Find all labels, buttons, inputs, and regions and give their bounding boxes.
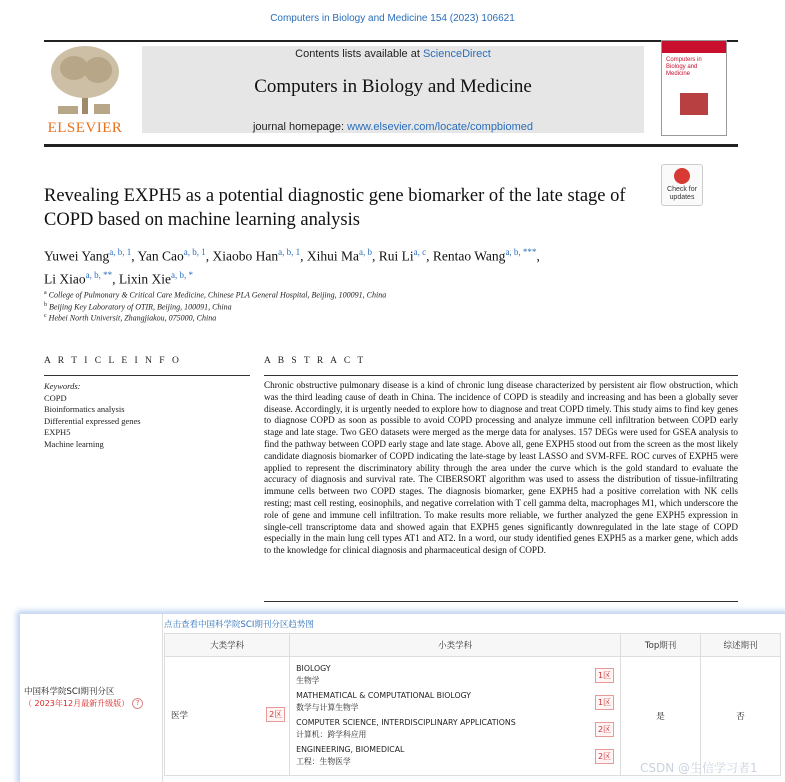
csdn-watermark: CSDN @生信学习者1	[640, 761, 758, 775]
zone-badge: 2区	[595, 749, 614, 764]
article-info-heading: A R T I C L E I N F O	[44, 356, 182, 366]
author-affiliation-mark[interactable]: a, b	[359, 247, 373, 257]
header-bottom-rule	[44, 144, 738, 147]
keyword: Differential expressed genes	[44, 415, 141, 426]
journal-title: Computers in Biology and Medicine	[254, 76, 532, 97]
list-item: COMPUTER SCIENCE, INTERDISCIPLINARY APPLICATIONS 计算机：跨学科应用 2区	[290, 716, 620, 743]
abstract-text: Chronic obstructive pulmonary disease is a kind of chronic lung disease characterized by persistent air flow obstruction, which was the third leading cause of death in China. The incidence of COPD is steadily and increasing and has been a globally sever disease. Accordingly, it is urgently needed to explore how to diagnose and treat COPD timely. This study aims to find key genes to diagnose COPD as soon as possible to avoid COPD processing and analyze immune cell infiltration between COPD early stage and late stage. Two GEO datasets were merged as the merge data for analyses. 157 DEGs were used for GSEA analysis to find the pathway between COPD early stage and late stage. Above all, gene EXPH5 stood out from the screen as the most likely candidate diagnosis biomarker of COPD indicating the late-stage by least LASSO and SVM-RFE. ROC curves of EXPH5 were applied to represent the discriminatory ability through the area under the curve which is the gold standard to evaluate the accuracy of diagnosis and survival rate. The CIBERSORT algorithm was used to assess the distribution of tissue-infiltrating immune cells between two COPD stages. The diagnosis biomarker, gene EXPH5 had a positive correlation with NK cells resting; mast cell resting, eosinophils, and negative correlation with T cell gamma delta, macrophages M1, which underscore the role of gene and immune cell infiltration. To make results more reliable, we further analyzed the gene EXPH5 expression in single-cell transcriptome data and showed again that EXPH5 genes significantly downregulated in the late stage of COPD especially in the main lung cell types AT1 and AT2. In a word, our study identified genes EXPH5 as a marker gene, which adds to the knowledge for clinical diagnosis and pharmaceutical design of COPD.	[264, 380, 738, 556]
author-name[interactable]: Lixin Xie	[118, 271, 171, 286]
abstract-heading: A B S T R A C T	[264, 356, 366, 366]
homepage-line	[142, 121, 644, 133]
elsevier-tree-icon	[44, 44, 126, 118]
author-affiliation-mark[interactable]: a, b, 1	[278, 247, 301, 257]
minor-cell	[290, 657, 621, 776]
journal-cover[interactable]	[661, 40, 727, 136]
homepage-prefix: journal homepage:	[252, 121, 348, 133]
col-header-top: Top期刊	[621, 634, 701, 657]
author-affiliation-mark[interactable]: a, b, ***	[505, 247, 537, 257]
author-name[interactable]: Xihui Ma	[306, 248, 360, 264]
major-zone-badge: 2区	[266, 707, 285, 722]
check-for-updates-button[interactable]	[661, 164, 703, 206]
keyword: Bioinformatics analysis	[44, 404, 125, 414]
author-name[interactable]: Li Xiao	[44, 271, 86, 286]
publisher-name: ELSEVIER	[47, 120, 123, 136]
cas-left-panel	[20, 614, 163, 782]
author-separator: ,	[536, 248, 540, 264]
author-separator: ,	[131, 248, 138, 264]
author-name[interactable]: Yan Cao	[137, 248, 184, 264]
keyword: Machine learning	[44, 438, 104, 449]
cover-image	[680, 93, 708, 115]
author-name[interactable]: Rentao Wang	[432, 248, 506, 264]
author-separator: ,	[300, 248, 307, 264]
cas-trend-link[interactable]: 点击查看中国科学院SCI期刊分区趋势图	[164, 620, 314, 630]
col-header-minor: 小类学科	[290, 634, 621, 657]
check-updates-icon	[674, 168, 690, 184]
paper-title: Revealing EXPH5 as a potential diagnostic gene biomarker of the late stage of COPD based on machine learning analysis	[44, 186, 626, 230]
zone-badge: 2区	[595, 722, 614, 737]
author-list	[44, 243, 684, 288]
contents-line	[142, 48, 644, 60]
journal-banner	[142, 46, 644, 133]
author-name[interactable]: Rui Li	[378, 248, 414, 264]
author-affiliation-mark[interactable]: a, b, 1	[183, 247, 206, 257]
cover-title: Computers in Biology and Medicine	[666, 57, 702, 77]
journal-citation[interactable]: Computers in Biology and Medicine 154 (2023) 106621	[270, 13, 515, 24]
author-separator: ,	[205, 248, 213, 264]
cas-subtitle: （ 2023年12月最新升级版） ?	[24, 698, 162, 709]
cas-title: 中国科学院SCI期刊分区	[24, 687, 115, 697]
col-header-review: 综述期刊	[701, 634, 781, 657]
major-cell	[165, 657, 290, 776]
check-updates-label: Check for updates	[667, 186, 697, 201]
keyword: COPD	[44, 392, 67, 403]
list-item: MATHEMATICAL & COMPUTATIONAL BIOLOGY 数学与计算生物学 1区	[290, 689, 620, 716]
keywords-label: Keywords:	[44, 381, 81, 391]
author-affiliation-mark[interactable]: a, b, 1	[109, 247, 132, 257]
help-icon[interactable]: ?	[132, 698, 143, 709]
author-separator: ,	[426, 248, 433, 264]
list-item: BIOLOGY 生物学 1区	[290, 662, 620, 689]
contents-prefix: Contents lists available at	[295, 48, 423, 60]
abstract-bottom-rule	[264, 601, 738, 602]
author-affiliation-mark[interactable]: a, b, *	[171, 269, 193, 280]
zone-badge: 1区	[595, 668, 614, 683]
review-journal-cell: 否	[701, 657, 781, 776]
cas-ranking-widget	[20, 614, 785, 782]
homepage-link[interactable]: www.elsevier.com/locate/compbiomed	[347, 121, 534, 133]
author-affiliation-mark[interactable]: a, c	[413, 247, 427, 257]
keyword: EXPH5	[44, 427, 71, 437]
col-header-major: 大类学科	[165, 634, 290, 657]
affiliation-b: $^b$ Beijing Key Laboratory of OTIR, Beijing, 100091, China	[44, 302, 232, 312]
top-journal-cell: 是	[621, 657, 701, 776]
major-name: 医学	[171, 711, 189, 721]
cover-band	[662, 41, 726, 53]
cas-table	[164, 633, 781, 776]
abstract-rule	[264, 375, 738, 376]
article-info-rule	[44, 375, 250, 376]
affiliation-c: $^c$ Hebei North Universit, Zhangjiakou, 075000, China	[44, 313, 217, 323]
author-separator: ,	[372, 248, 379, 264]
list-item: ENGINEERING, BIOMEDICAL 工程：生物医学 2区	[290, 743, 620, 770]
author-name[interactable]: Xiaobo Han	[212, 248, 279, 264]
author-affiliation-mark[interactable]: a, b, **	[85, 269, 113, 280]
header-top-rule	[44, 40, 738, 42]
elsevier-logo	[44, 44, 126, 136]
keywords-block	[44, 381, 250, 450]
author-separator: ,	[112, 271, 119, 286]
zone-badge: 1区	[595, 695, 614, 710]
author-name[interactable]: Yuwei Yang	[44, 248, 110, 264]
sciencedirect-link[interactable]: ScienceDirect	[422, 48, 491, 60]
affiliation-a: $^a$ College of Pulmonary & Critical Care Medicine, Chinese PLA General Hospital, Beijing, 100091, China	[44, 290, 387, 300]
